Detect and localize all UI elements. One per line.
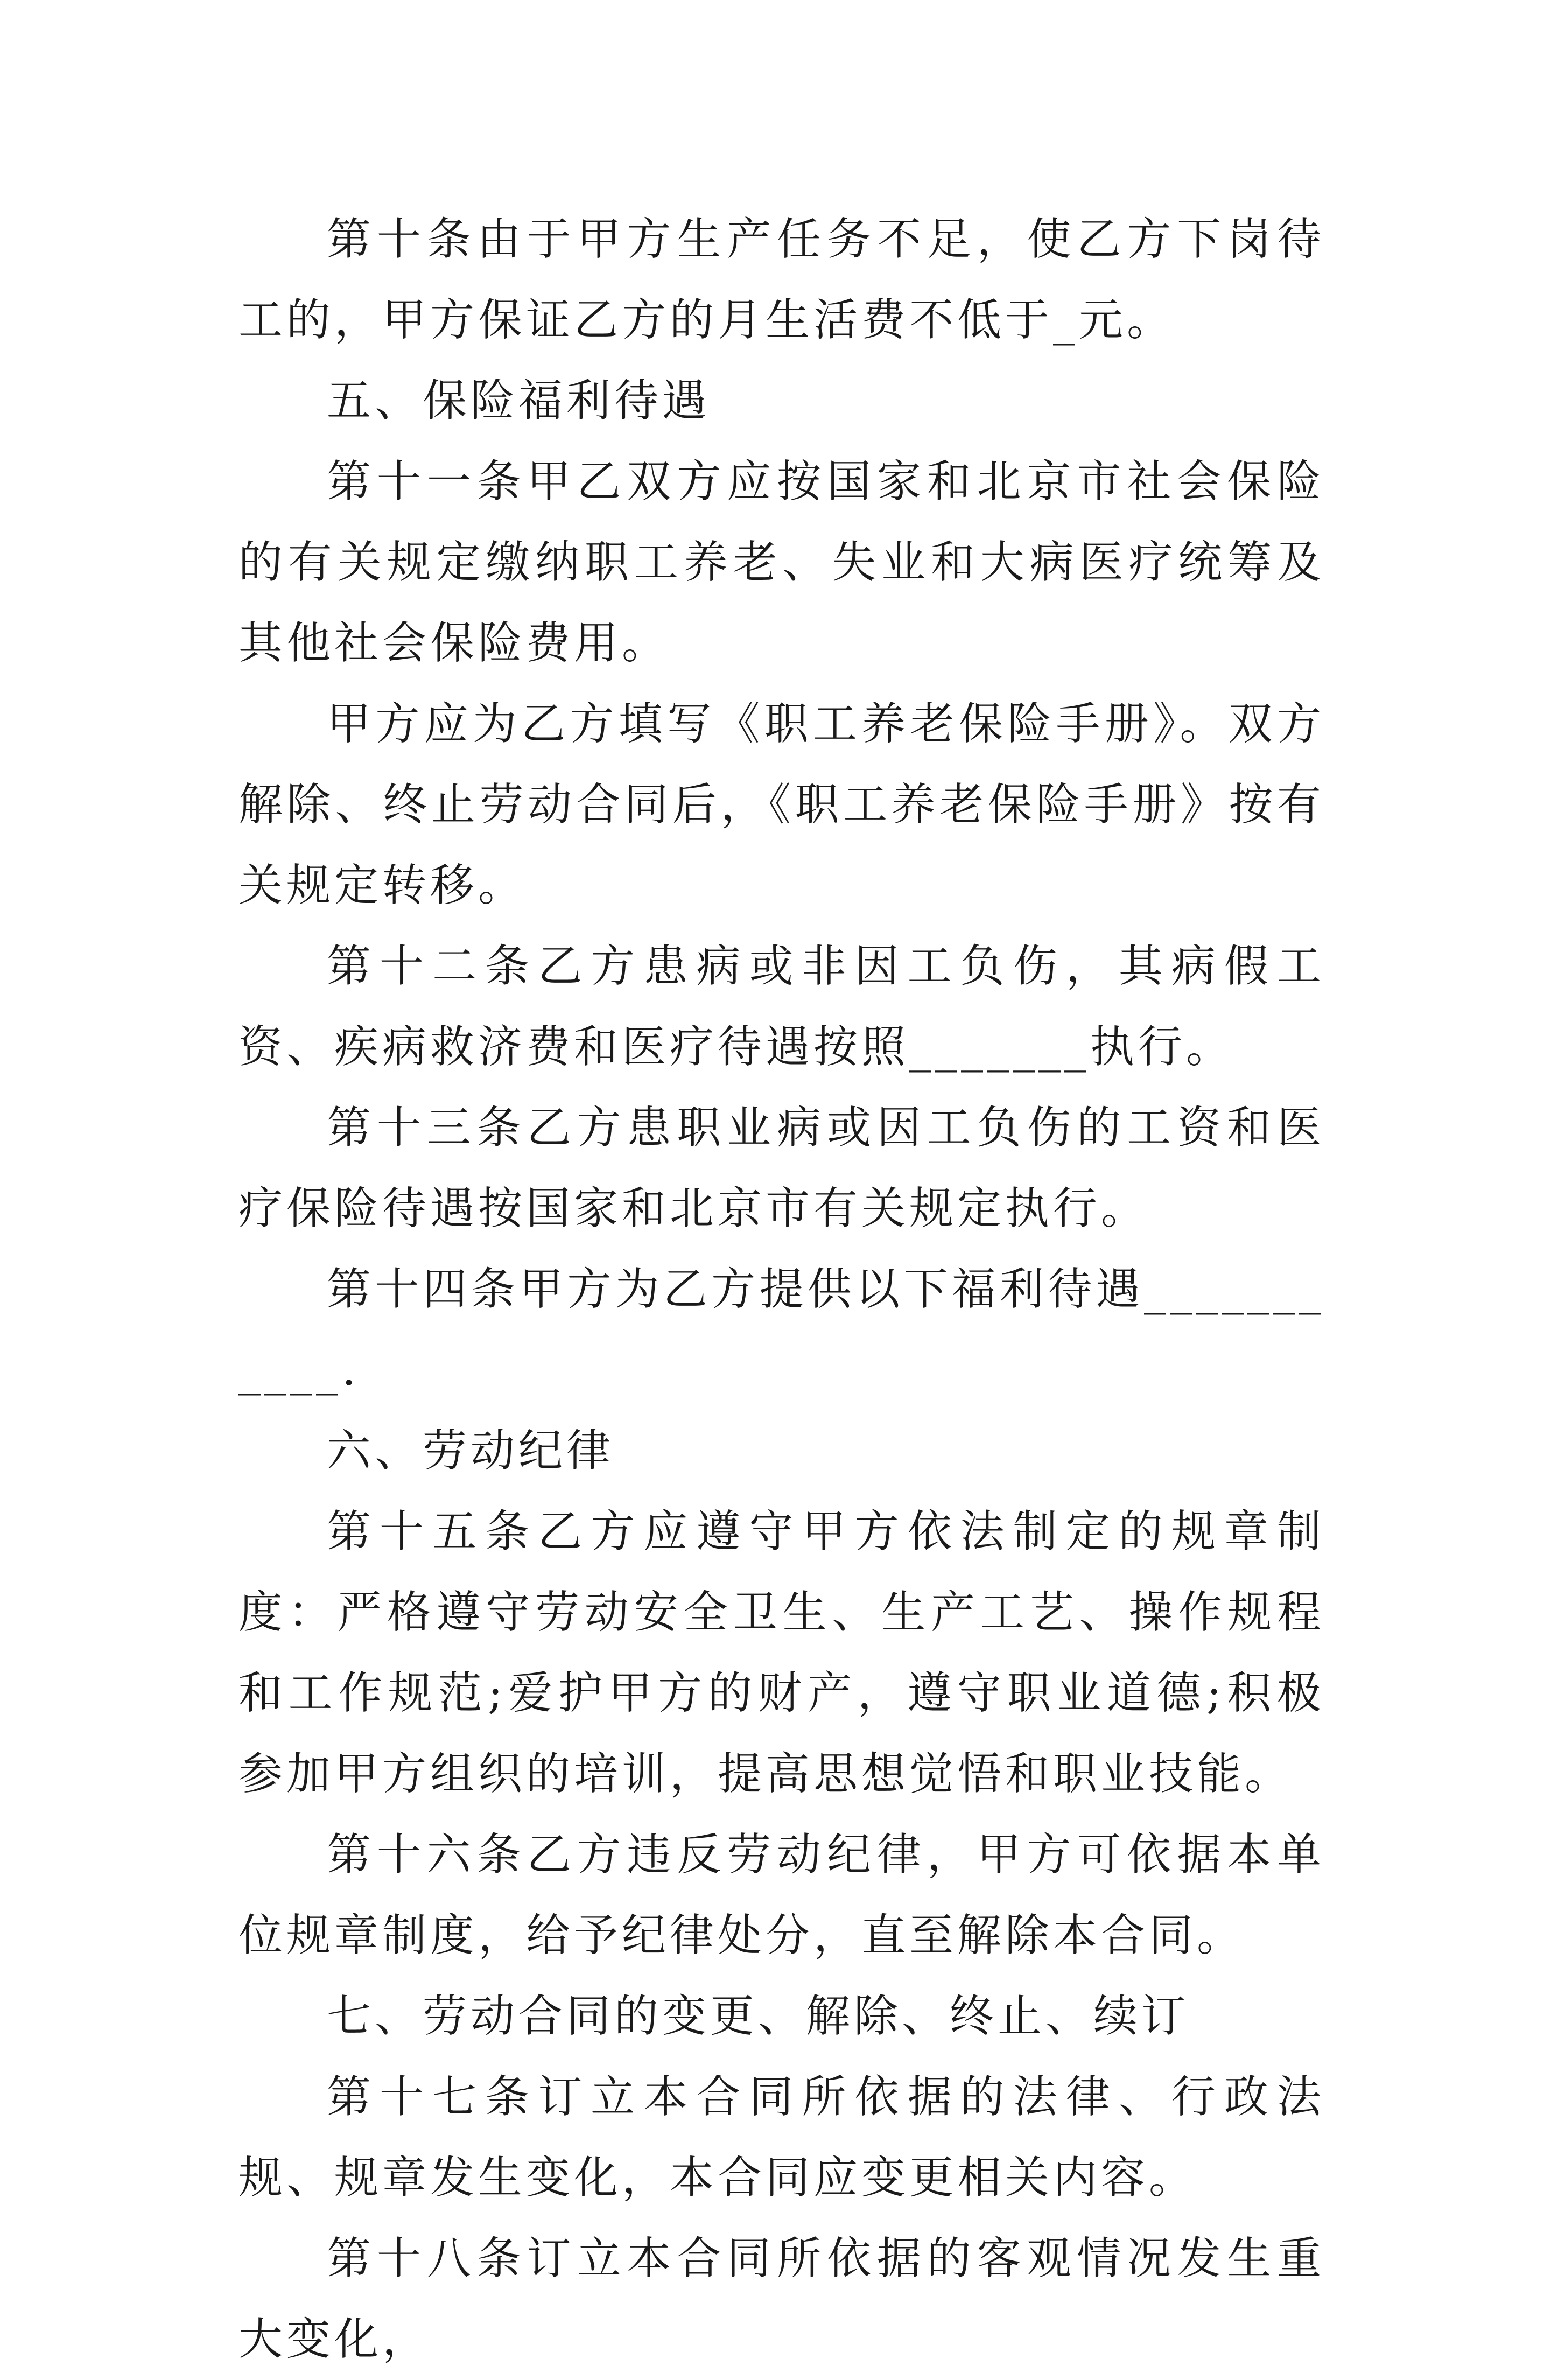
article-18: 第十八条订立本合同所依据的客观情况发生重大变化，: [238, 2233, 1325, 2365]
article-14: 第十四条甲方为乙方提供以下福利待遇___________.: [238, 1264, 1325, 1396]
article-13: 第十三条乙方患职业病或因工负伤的工资和医疗保险待遇按国家和北京市有关规定执行。: [238, 1102, 1325, 1234]
article-15: 第十五条乙方应遵守甲方依法制定的规章制度：严格遵守劳动安全卫生、生产工艺、操作规程和工作规范;爱护甲方的财产，遵守职业道德;积极参加甲方组织的培训，提高思想觉悟和职业技能。: [238, 1506, 1325, 1800]
section-heading-contract-changes: 七、劳动合同的变更、解除、终止、续订: [327, 1991, 1190, 2042]
document-body: [238, 199, 1325, 2380]
section-heading-labor-discipline: 六、劳动纪律: [327, 1425, 615, 1476]
article-17: 第十七条订立本合同所依据的法律、行政法规、规章发生变化，本合同应变更相关内容。: [238, 2071, 1325, 2203]
article-10: 第十条由于甲方生产任务不足，使乙方下岗待工的，甲方保证乙方的月生活费不低于_元。: [238, 214, 1325, 346]
section-heading-insurance-benefits: 五、保险福利待遇: [327, 375, 711, 426]
article-12: 第十二条乙方患病或非因工负伤，其病假工资、疾病救济费和医疗待遇按照_______执行。: [238, 941, 1325, 1073]
article-11-pension-handbook: 甲方应为乙方填写《职工养老保险手册》。双方解除、终止劳动合同后，《职工养老保险手册》按有关规定转移。: [238, 698, 1325, 911]
article-16: 第十六条乙方违反劳动纪律，甲方可依据本单位规章制度，给予纪律处分，直至解除本合同。: [238, 1829, 1325, 1961]
article-11: 第十一条甲乙双方应按国家和北京市社会保险的有关规定缴纳职工养老、失业和大病医疗统筹及其他社会保险费用。: [238, 456, 1325, 669]
